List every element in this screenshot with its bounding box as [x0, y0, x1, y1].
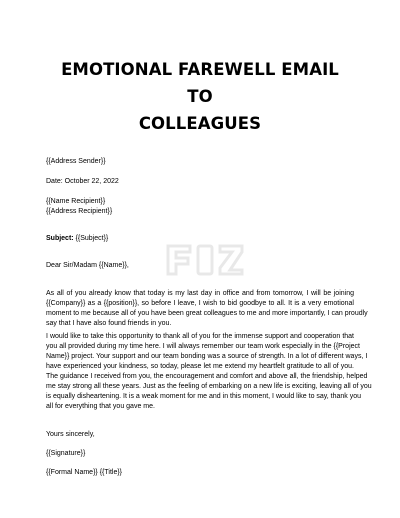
paragraph-2-line: you all provided during my time here. I will always remember our team work especially in the {{Project: [46, 343, 360, 350]
paragraph-1-line: {{Company}} as a {{position}}, so before I leave, I wish to bid goodbye to all. It is a very emotional: [46, 300, 354, 307]
paragraph-2: [46, 332, 372, 412]
paragraph-2-line: is equally disheartening. It is a weak moment for me and in this moment, I would like to say, thank you: [46, 393, 362, 400]
name-recipient: {{Name Recipient}}: [46, 198, 106, 205]
paragraph-1-line: moment to me because all of you have been great colleagues to me and more importantly, I can proudly: [46, 310, 368, 317]
title-line-2: COLLEAGUES: [138, 114, 262, 133]
document-title: [46, 56, 354, 137]
subject-line: [46, 234, 354, 244]
paragraph-1: [46, 289, 368, 329]
closing: Yours sincerely,: [46, 431, 95, 438]
paragraph-2-line: Name}} project. Your support and our team bonding was a source of strength. In a lot of different ways, I: [46, 353, 368, 360]
formal-name-title: {{Formal Name}} {{Title}}: [46, 469, 123, 476]
date-line: Date: October 22, 2022: [46, 178, 119, 185]
address-sender: {{Address Sender}}: [46, 158, 106, 165]
address-recipient: {{Address Recipient}}: [46, 208, 113, 215]
paragraph-1-line: As all of you already know that today is my last day in office and from tomorrow, I will be joining: [46, 290, 354, 297]
paragraph-2-line: all for everything that you gave me.: [46, 403, 155, 410]
subject-label: Subject:: [46, 235, 74, 242]
salutation: Dear Sir/Madam {{Name}},: [46, 262, 129, 269]
title-line-1: EMOTIONAL FAREWELL EMAIL TO: [61, 60, 339, 106]
signature: {{Signature}}: [46, 450, 86, 457]
paragraph-2-line: me stay strong all these years. Just as the feeling of embarking on a new life is exciting, leaving all of you: [46, 383, 372, 390]
paragraph-2-line: have experienced your kindness, so today, please let me extend my heartfelt gratitude to all of you.: [46, 363, 354, 370]
subject-value: {{Subject}}: [73, 235, 109, 242]
paragraph-2-line: The guidance I received from you, the encouragement and comfort and above all, the friendship, helped: [46, 373, 368, 380]
paragraph-2-line: I would like to take this opportunity to thank all of you for the immense support and cooperation that: [46, 333, 354, 340]
paragraph-1-line: say that I have also found friends in you.: [46, 320, 172, 327]
